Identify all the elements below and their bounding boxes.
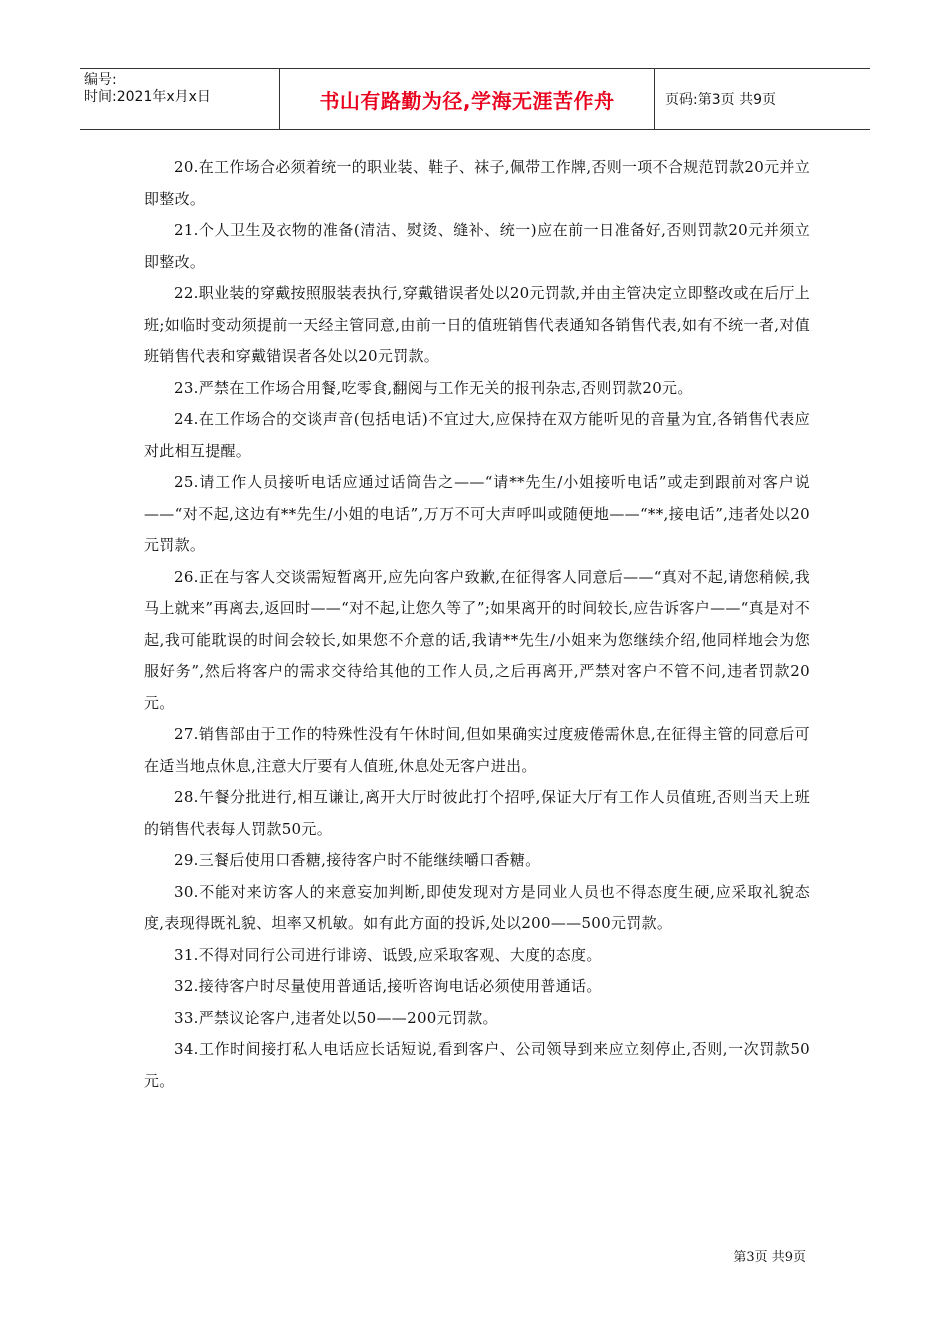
rule-paragraph: 20.在工作场合必须着统一的职业装、鞋子、袜子,佩带工作牌,否则一项不合规范罚款20元并立即整改。 xyxy=(144,158,810,208)
rule-paragraph: 34.工作时间接打私人电话应长话短说,看到客户、公司领导到来应立刻停止,否则,一次罚款50元。 xyxy=(144,1040,810,1090)
rule-paragraph: 32.接待客户时尽量使用普通话,接听咨询电话必须使用普通话。 xyxy=(174,977,602,995)
rule-paragraph: 21.个人卫生及衣物的准备(清洁、熨烫、缝补、统一)应在前一日准备好,否则罚款20元并须立即整改。 xyxy=(144,221,810,271)
rule-paragraph: 25.请工作人员接听电话应通过话筒告之——“请**先生/小姐接听电话”或走到跟前对客户说——“对不起,这边有**先生/小姐的电话”,万万不可大声呼叫或随便地——“**,接电话”,违者处以20元罚款。 xyxy=(144,473,810,554)
rule-paragraph: 22.职业装的穿戴按照服装表执行,穿戴错误者处以20元罚款,并由主管决定立即整改或在后厅上班;如临时变动须提前一天经主管同意,由前一日的值班销售代表通知各销售代表,如有不统一者,对值班销售代表和穿戴错误者各处以20元罚款。 xyxy=(144,284,810,365)
rule-paragraph: 28.午餐分批进行,相互谦让,离开大厅时彼此打个招呼,保证大厅有工作人员值班,否则当天上班的销售代表每人罚款50元。 xyxy=(144,788,810,838)
rule-paragraph: 29.三餐后使用口香糖,接待客户时不能继续嚼口香糖。 xyxy=(174,851,541,869)
rule-paragraph: 30.不能对来访客人的来意妄加判断,即使发现对方是同业人员也不得态度生硬,应采取礼貌态度,表现得既礼貌、坦率又机敏。如有此方面的投诉,处以200——500元罚款。 xyxy=(144,882,810,932)
rule-paragraph: 31.不得对同行公司进行诽谤、诋毁,应采取客观、大度的态度。 xyxy=(174,945,602,964)
rule-paragraph: 24.在工作场合的交谈声音(包括电话)不宜过大,应保持在双方能听见的音量为宜,各销售代表应对此相互提醒。 xyxy=(144,410,810,460)
rule-paragraph: 23.严禁在工作场合用餐,吃零食,翻阅与工作无关的报刊杂志,否则罚款20元。 xyxy=(174,378,693,397)
document-date-label: 时间:2021年x月x日 xyxy=(84,89,211,105)
page-footer: 第3页 共9页 xyxy=(733,1250,806,1265)
header-page-number: 页码:第3页 共9页 xyxy=(665,92,776,108)
rule-paragraph: 27.销售部由于工作的特殊性没有午休时间,但如果确实过度疲倦需休息,在征得主管的同意后可在适当地点休息,注意大厅要有人值班,休息处无客户进出。 xyxy=(144,725,810,775)
rule-paragraph: 33.严禁议论客户,违者处以50——200元罚款。 xyxy=(174,1008,498,1027)
document-body xyxy=(144,152,810,1097)
document-number-label: 编号: xyxy=(84,72,117,88)
page-header xyxy=(80,68,870,130)
header-motto: 书山有路勤为径,学海无涯苦作舟 xyxy=(280,69,655,129)
rule-paragraph: 26.正在与客人交谈需短暂离开,应先向客户致歉,在征得客人同意后——“真对不起,请您稍候,我马上就来”再离去,返回时——“对不起,让您久等了”;如果离开的时间较长,应告诉客户——“真是对不起,我可能耽误的时间会较长,如果您不介意的话,我请**先生/小姐来为您继续介绍,他同样地会为您服好务”,然后将客户的需求交待给其他的工作人员,之后再离开,严禁对客户不管不问,违者罚款20元。 xyxy=(144,567,810,712)
header-meta xyxy=(80,69,280,129)
